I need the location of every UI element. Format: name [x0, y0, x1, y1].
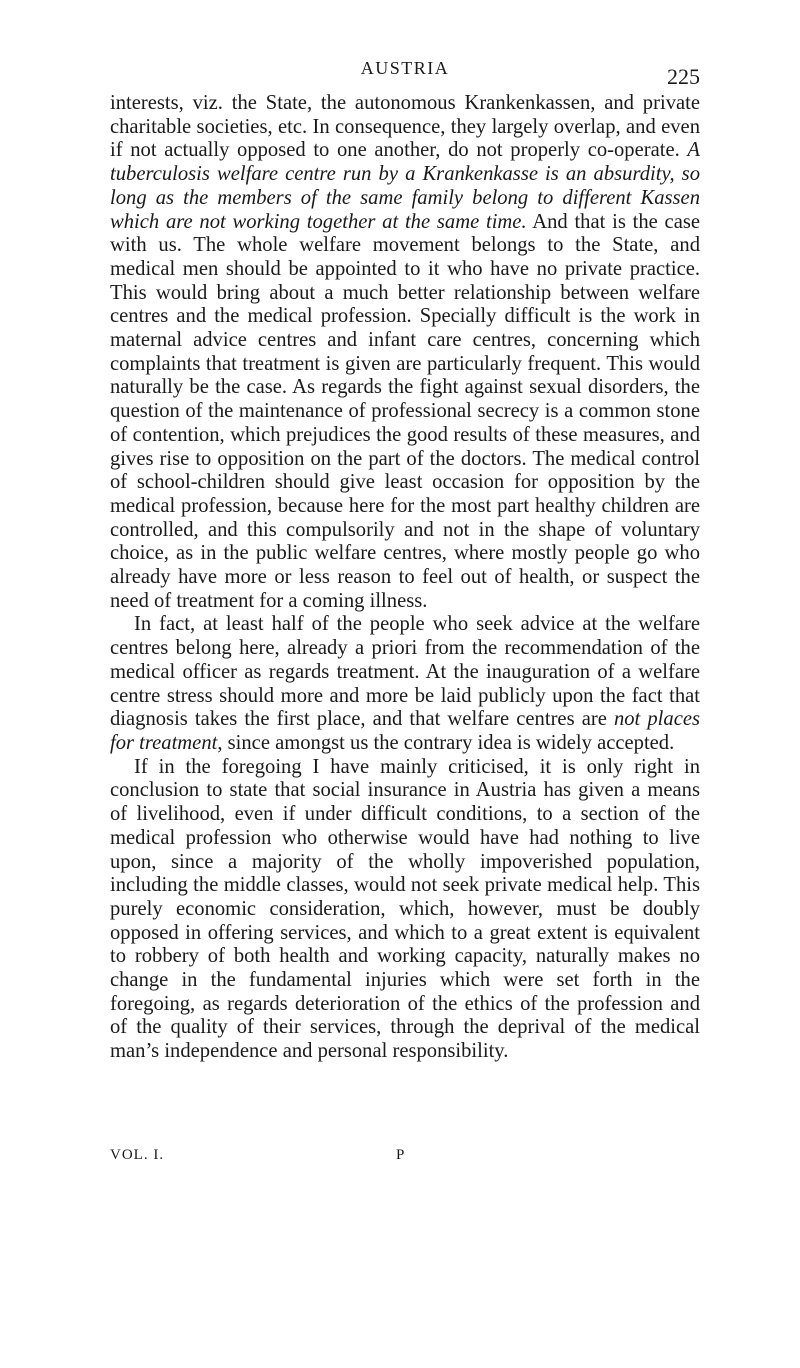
page-footer	[110, 1147, 700, 1171]
running-head	[110, 54, 700, 94]
text-run: In fact, at least half of the people who seek advice at the welfare centres belong here, already a priori from the recommendation of the medical officer as regards treatment. At the inauguration of a welfare centre stress should more and more be laid publicly upon the fact that diagnosis takes the first place, and that welfare centres are	[110, 613, 700, 731]
volume-label: VOL. I.	[110, 1147, 165, 1163]
signature-mark: P	[396, 1147, 406, 1163]
italic-text-run: not places for treatment	[110, 708, 700, 754]
page-number: 225	[667, 64, 700, 89]
text-run: If in the foregoing I have mainly criticised, it is only right in conclusion to state that social insurance in Austria has given a means of livelihood, even if under difficult conditions, to a section of the medical profession who otherwise would have had nothing to live upon, since a majority of the wholly impoverished population, including the middle classes, would not seek private medical help. This purely economic consideration, which, however, must be doubly opposed in offering services, and which to a great extent is equivalent to robbery of both health and working capacity, naturally makes no change in the fundamental injuries which were set forth in the foregoing, as regards deterioration of the ethics of the profession and of the quality of their services, through the deprival of the medical man’s independence and personal responsibility.	[110, 755, 700, 1063]
text-run: interests, viz. the State, the autonomous Krankenkassen, and private charitable societies, etc. In consequence, they largely overlap, and even if not actually opposed to one another, do not properly co-operate.	[110, 92, 700, 162]
paragraph	[110, 756, 700, 1064]
text-run: And that is the case with us. The whole welfare movement belongs to the State, and medical men should be appointed to it who have no private practice. This would bring about a much better relationship between welfare centres and the medical profession. Specially difficult is the work in maternal advice centres and infant care centres, concerning which complaints that treatment is given are particularly frequent. This would naturally be the case. As regards the fight against sexual disorders, the question of the maintenance of professional secrecy is a common stone of contention, which prejudices the good results of these measures, and gives rise to opposition on the part of the doctors. The medical control of school-children should give least occasion for opposition by the medical profession, because here for the most part healthy children are controlled, and this compulsorily and not in the shape of voluntary choice, as in the public welfare centres, where mostly people go who already have more or less reason to feel out of health, or suspect the need of treatment for a coming illness.	[110, 210, 700, 612]
paragraph	[110, 92, 700, 613]
text-run: , since amongst us the contrary idea is widely accepted.	[217, 731, 675, 754]
running-title: AUSTRIA	[360, 58, 450, 78]
paragraph	[110, 613, 700, 755]
body-text	[110, 92, 700, 1064]
italic-text-run: A tuberculosis welfare centre run by a Krankenkasse is an absurdity, so long as the members of the same family belong to different Kassen which are not working together at the same time.	[110, 139, 700, 233]
